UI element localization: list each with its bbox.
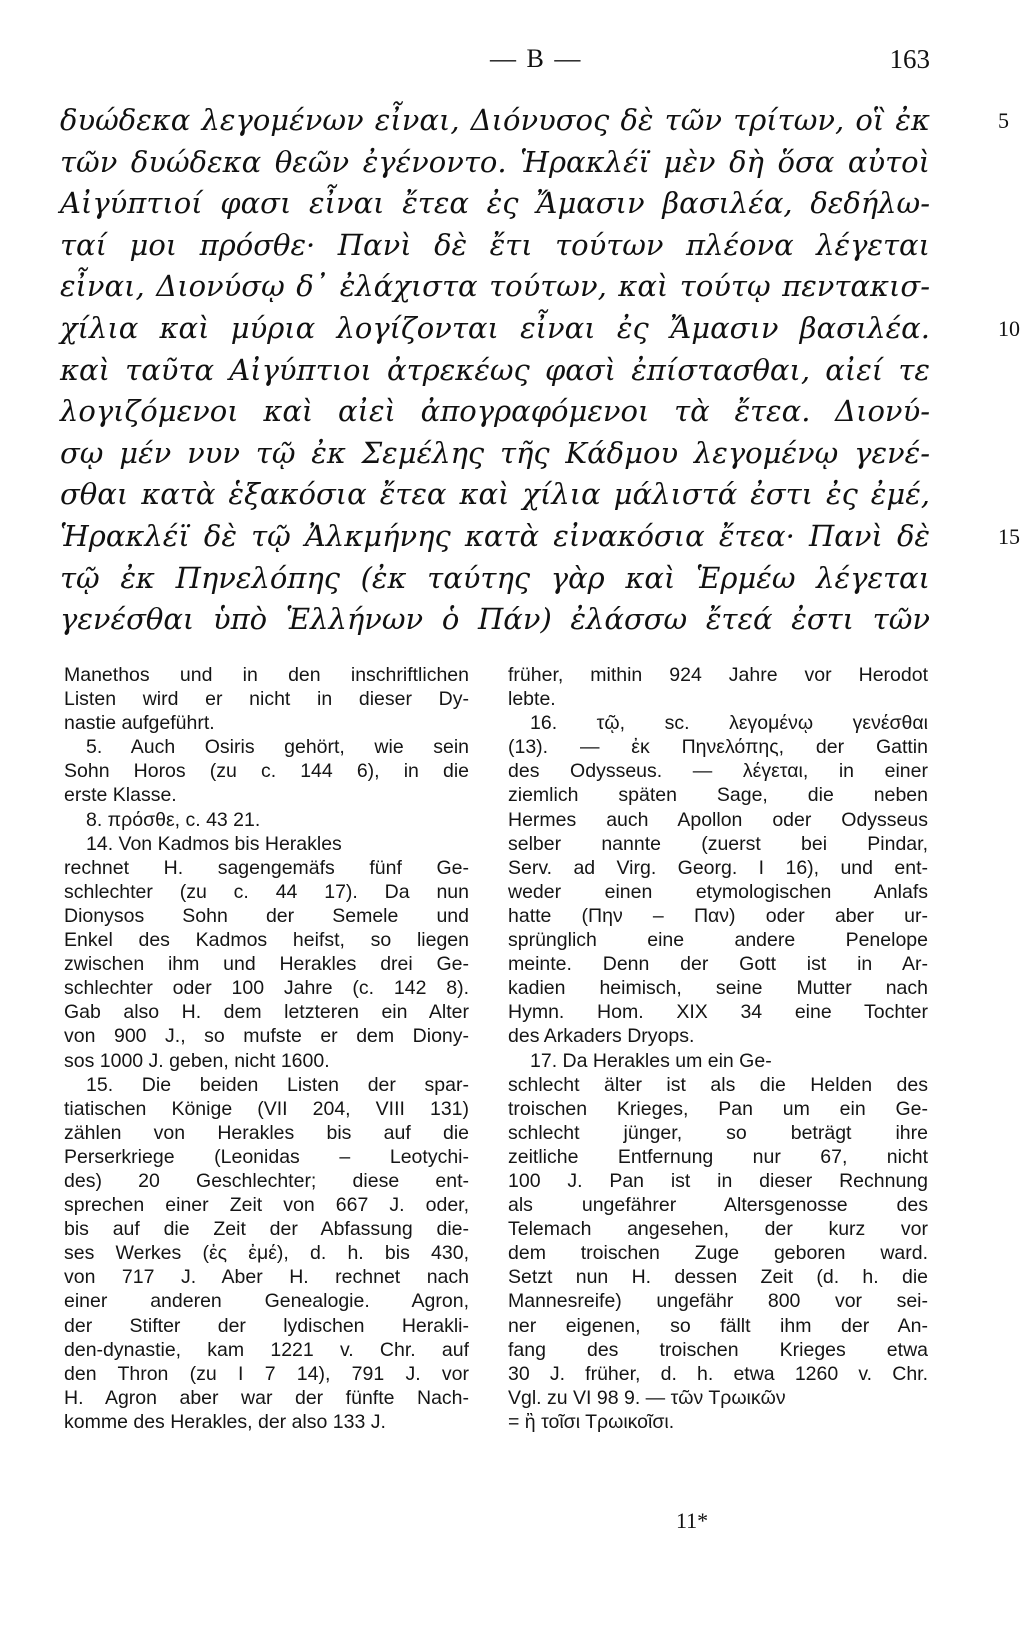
note-line: den-dynastie, kam 1221 v. Chr. auf [64, 1338, 469, 1361]
note-line: des Arkaders Dryops. [508, 1025, 695, 1048]
note-line: Vgl. zu VI 98 9. — τῶν Τρωικῶν [508, 1386, 786, 1409]
notes-right-column [508, 663, 928, 1434]
note-line: = ἢ τοῖσι Τρωικοῖσι. [508, 1410, 675, 1433]
note-line: hatte (Πην – Παν) oder aber ur- [508, 904, 928, 927]
note-line: Telemach angesehen, der kurz vor [508, 1218, 928, 1241]
note-line: 8. πρόσθε, c. 43 21. [86, 808, 261, 831]
greek-line-text: γενέσθαι ὑπὸ Ἑλλήνων ὁ Πάν) ἐλάσσω ἔτεά ἐστι τῶν [60, 602, 930, 637]
note-line: Dionysos Sohn der Semele und [64, 904, 469, 927]
note-line: rechnet H. sagengemäfs fünf Ge- [64, 856, 469, 879]
signature-mark: 11* [676, 1508, 709, 1533]
greek-line [60, 391, 930, 433]
note-line: den Thron (zu I 7 14), 791 J. vor [64, 1362, 469, 1385]
greek-line [60, 308, 1020, 350]
note-line: meinte. Denn der Gott ist in Ar- [508, 953, 928, 976]
note-line: bis auf die Zeit der Abfassung die- [64, 1218, 469, 1241]
greek-line [60, 474, 930, 516]
note-line: lebte. [508, 688, 556, 711]
greek-line [60, 100, 1009, 142]
note-line: einer anderen Genealogie. Agron, [64, 1290, 469, 1313]
note-line: schlecht älter ist als die Helden des [508, 1073, 928, 1096]
note-line: zählen von Herakles bis auf die [64, 1121, 469, 1144]
note-line: Sohn Horos (zu c. 144 6), in die [64, 760, 469, 783]
page-number: 163 [889, 44, 930, 74]
note-line: sprünglich eine andere Penelope [508, 929, 928, 952]
note-line: Manethos und in den inschriftlichen [64, 664, 469, 686]
greek-line-text: Ἡρακλέϊ δὲ τῷ Ἀλκμήνης κατὰ εἰνακόσια ἔτεα· Πανὶ δὲ [60, 518, 930, 553]
note-line: als ungefährer Altersgenosse des [508, 1194, 928, 1217]
note-line: erste Klasse. [64, 784, 177, 807]
note-line: kadien heimisch, seine Mutter nach [508, 977, 928, 1000]
greek-line-text: δυώδεκα λεγομένων εἶναι, Διόνυσος δὲ τῶν τρίτων, οἳ ἐκ [60, 103, 930, 137]
note-line: zwischen ihm und Herakles drei Ge- [64, 953, 469, 976]
note-line: des) 20 Geschlechter; diese ent- [64, 1169, 469, 1192]
note-line: Setzt nun H. dessen Zeit (d. h. die [508, 1266, 928, 1289]
greek-text-block [60, 100, 1020, 641]
greek-line-text: χίλια καὶ μύρια λογίζονται εἶναι ἐς Ἄμασιν βασιλέα. [60, 310, 930, 345]
greek-line [60, 350, 930, 392]
note-line: tiatischen Könige (VII 204, VIII 131) [64, 1097, 469, 1120]
note-line: fang des troischen Krieges etwa [508, 1338, 928, 1361]
greek-line [60, 225, 930, 267]
section-marker: — B — [490, 44, 583, 73]
note-line: 16. τῷ, sc. λεγομένῳ γενέσθαι [530, 712, 928, 735]
note-line: schlechter oder 100 Jahre (c. 142 8). [64, 977, 469, 1000]
note-line: des Odysseus. — λέγεται, in einer [508, 760, 928, 783]
note-line: sos 1000 J. geben, nicht 1600. [64, 1049, 330, 1072]
greek-line-text: ταί μοι πρόσθε· Πανὶ δὲ ἔτι τούτων πλέονα λέγεται [60, 227, 930, 262]
line-number: 5 [998, 108, 1009, 133]
note-line: Mannesreife) ungefähr 800 vor sei- [508, 1290, 928, 1313]
line-number: 10 [998, 315, 1020, 341]
greek-line-text: τῷ ἐκ Πηνελόπης (ἐκ ταύτης γὰρ καὶ Ἑρμέω λέγεται [60, 560, 930, 595]
note-line: nastie aufgeführt. [64, 712, 215, 735]
note-line: sprechen einer Zeit von 667 J. oder, [64, 1194, 469, 1217]
note-line: Listen wird er nicht in dieser Dy- [64, 688, 469, 711]
greek-line [60, 558, 930, 600]
note-line: selber nannte (zuerst bei Pindar, [508, 832, 928, 855]
note-line: dem troischen Zuge geboren ward. [508, 1242, 928, 1265]
page-header [60, 44, 930, 84]
greek-line-text: σῳ μέν νυν τῷ ἐκ Σεμέλης τῆς Κάδμου λεγομένῳ γενέ- [60, 435, 930, 470]
greek-line-text: λογιζόμενοι καὶ αἰεὶ ἀπογραφόμενοι τὰ ἔτεα. Διονύ- [60, 394, 930, 429]
note-line: Enkel des Kadmos heifst, so liegen [64, 929, 469, 952]
note-line: H. Agron aber war der fünfte Nach- [64, 1386, 469, 1409]
notes-left-column [64, 663, 469, 1434]
note-line: ziemlich späten Sage, die neben [508, 784, 928, 807]
note-line: Hymn. Hom. XIX 34 eine Tochter [508, 1001, 928, 1024]
note-line: Hermes auch Apollon oder Odysseus [508, 808, 928, 831]
note-line: Serv. ad Virg. Georg. I 16), und ent- [508, 856, 928, 879]
note-line: früher, mithin 924 Jahre vor Herodot [508, 664, 928, 686]
greek-line [60, 599, 930, 641]
greek-line-text: Αἰγύπτιοί φασι εἶναι ἔτεα ἐς Ἄμασιν βασιλέα, δεδήλω- [60, 186, 930, 221]
greek-line [60, 183, 930, 225]
greek-line-text: εἶναι, Διονύσῳ δ᾽ ἐλάχιστα τούτων, καὶ τούτῳ πεντακισ- [60, 269, 930, 304]
note-line: ner eigenen, so fällt ihm der An- [508, 1314, 928, 1337]
note-line: 15. Die beiden Listen der spar- [86, 1073, 469, 1096]
note-line: 30 J. früher, d. h. etwa 1260 v. Chr. [508, 1362, 928, 1385]
greek-line-text: σθαι κατὰ ἑξακόσια ἔτεα καὶ χίλια μάλιστά ἐστι ἐς ἐμέ, [60, 477, 930, 512]
note-line: weder einen etymologischen Anlafs [508, 880, 928, 903]
note-line: zeitliche Entfernung nur 67, nicht [508, 1145, 928, 1168]
note-line: ses Werkes (ἐς ἐμέ), d. h. bis 430, [64, 1242, 469, 1265]
greek-line [60, 266, 930, 308]
line-number: 15 [998, 523, 1020, 549]
greek-line [60, 433, 930, 475]
note-line: troischen Krieges, Pan um ein Ge- [508, 1097, 928, 1120]
note-line: der Stifter der lydischen Herakli- [64, 1314, 469, 1337]
note-line: Perserkriege (Leonidas – Leotychi- [64, 1145, 469, 1168]
note-line: 100 J. Pan ist in dieser Rechnung [508, 1169, 928, 1192]
greek-line-text: τῶν δυώδεκα θεῶν ἐγένοντο. Ἡρακλέϊ μὲν δὴ ὅσα αὐτοὶ [60, 144, 930, 179]
note-line: von 717 J. Aber H. rechnet nach [64, 1266, 469, 1289]
note-line: 5. Auch Osiris gehört, wie sein [86, 736, 469, 759]
note-line: komme des Herakles, der also 133 J. [64, 1410, 386, 1433]
greek-line-text: καὶ ταῦτα Αἰγύπτιοι ἀτρεκέως φασὶ ἐπίστασθαι, αἰεί τε [60, 352, 930, 387]
greek-line [60, 516, 1020, 558]
note-line: (13). — ἐκ Πηνελόπης, der Gattin [508, 736, 928, 759]
note-line: Gab also H. dem letzteren ein Alter [64, 1001, 469, 1024]
note-line: schlecht jünger, so beträgt ihre [508, 1121, 928, 1144]
note-line: 14. Von Kadmos bis Herakles [86, 832, 342, 855]
note-line: 17. Da Herakles um ein Ge- [530, 1049, 772, 1072]
note-line: von 900 J., so mufste er dem Diony- [64, 1025, 469, 1048]
greek-line [60, 142, 930, 184]
note-line: schlechter (zu c. 44 17). Da nun [64, 880, 469, 903]
